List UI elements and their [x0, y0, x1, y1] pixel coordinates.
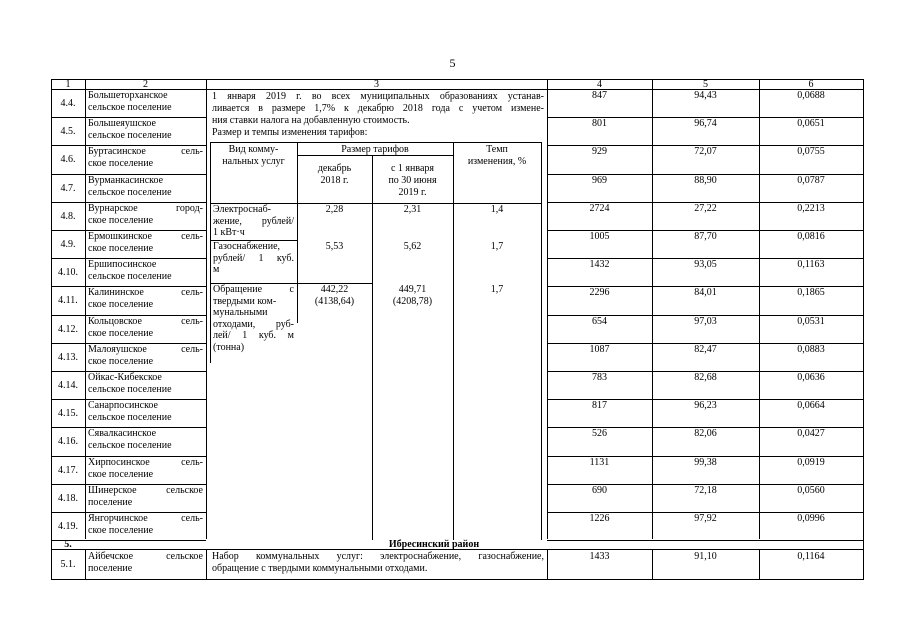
- ratio-value: 0,0664: [797, 400, 825, 411]
- share-value: 96,23: [694, 400, 717, 411]
- settlement-name: Буртасинское сель-: [88, 146, 203, 157]
- service-name: 1 кВт·ч: [213, 227, 245, 238]
- row-number: 4.9.: [60, 238, 76, 250]
- row-number: 4.5.: [60, 125, 76, 137]
- row-number: 4.16.: [58, 435, 78, 447]
- tariff-december: 442,22: [320, 284, 349, 295]
- settlement-name: Калининское сель-: [88, 287, 203, 298]
- row-number: 4.18.: [58, 492, 78, 504]
- subtable-border: [210, 142, 211, 363]
- settlement-name: сельское поселение: [88, 101, 172, 113]
- subtable-header: Вид комму-: [228, 144, 279, 155]
- share-value: 99,38: [694, 457, 717, 468]
- households-value: 1433: [589, 551, 610, 562]
- ratio-value: 0,0531: [797, 316, 825, 327]
- subtable-header: нальных услуг: [222, 156, 285, 167]
- column-number: 3: [374, 78, 379, 90]
- subtable-header: с 1 января: [390, 163, 435, 174]
- subtable-header: Размер тарифов: [341, 143, 409, 155]
- ratio-value: 0,0636: [797, 372, 825, 383]
- row-number: 4.12.: [58, 323, 78, 335]
- share-value: 72,07: [694, 146, 717, 157]
- tariff-january: 449,71: [398, 284, 427, 295]
- ratio-value: 0,0883: [797, 344, 825, 355]
- subtable-header: Темп: [486, 144, 508, 155]
- tariff-december: 5,53: [325, 241, 344, 252]
- settlement-name: поселение: [88, 496, 133, 508]
- households-value: 1005: [589, 231, 610, 242]
- ratio-value: 0,0787: [797, 175, 825, 186]
- service-name: Газоснабжение,: [213, 241, 281, 252]
- ratio-value: 0,0427: [797, 428, 825, 439]
- share-value: 84,01: [694, 287, 717, 298]
- share-value: 82,47: [694, 344, 717, 355]
- tariff-december: (4138,64): [314, 295, 355, 307]
- tariff-january: (4208,78): [392, 295, 433, 307]
- section-title: Ибресинский район: [388, 539, 480, 550]
- service-name: мунальными: [213, 307, 268, 318]
- intro-text: ния ставки налога на добавленную стоимость.: [212, 115, 410, 126]
- service-name: Обращение с: [213, 284, 294, 295]
- growth-rate: 1,7: [490, 284, 504, 295]
- row-number: 4.11.: [58, 294, 78, 306]
- settlement-name: ское поселение: [88, 242, 154, 254]
- share-value: 88,90: [694, 175, 717, 186]
- ratio-value: 0,0560: [797, 485, 825, 496]
- households-value: 1087: [589, 344, 610, 355]
- households-value: 1131: [589, 457, 610, 468]
- row-number: 4.17.: [58, 464, 78, 476]
- households-value: 929: [592, 146, 607, 157]
- column-divider: [85, 79, 86, 539]
- ratio-value: 0,1164: [797, 551, 825, 562]
- households-value: 2724: [589, 203, 610, 214]
- share-value: 72,18: [694, 485, 717, 496]
- service-name: твердыми ком-: [213, 295, 277, 307]
- settlement-name: Янгорчинское сель-: [88, 513, 203, 524]
- service-name: рублей/ 1 куб.: [213, 252, 294, 264]
- subtable-header: 2018 г.: [320, 175, 349, 186]
- subtable-header: декабрь: [317, 163, 352, 174]
- service-name: жение, рублей/: [213, 215, 294, 227]
- ratio-value: 0,2213: [797, 203, 825, 214]
- row-number: 4.7.: [60, 182, 76, 194]
- settlement-name: ское поселение: [88, 327, 154, 339]
- settlement-name: Ершипосинское: [88, 259, 157, 270]
- settlement-name: Сявалкасинское: [88, 428, 157, 439]
- settlement-name: Айбечское сельское: [88, 551, 203, 562]
- settlement-name: ское поселение: [88, 157, 154, 169]
- page-number: 5: [449, 56, 456, 70]
- subtable-header: изменения, %: [467, 156, 527, 167]
- tariff-december: 2,28: [325, 204, 344, 215]
- column-number: 1: [65, 78, 71, 90]
- share-value: 82,68: [694, 372, 717, 383]
- share-value: 97,92: [694, 513, 717, 524]
- share-value: 27,22: [694, 203, 717, 214]
- settlement-name: Вурнарское город-: [88, 203, 203, 214]
- column-divider: [85, 549, 86, 579]
- settlement-name: сельское поселение: [88, 270, 172, 282]
- table-bottom-border: [51, 579, 863, 580]
- share-value: 91,10: [694, 551, 717, 562]
- services-text: Набор коммунальных услуг: электроснабжение, газоснабжение,: [212, 551, 544, 562]
- column-number: 6: [808, 78, 814, 90]
- column-number: 4: [597, 78, 602, 90]
- settlement-name: поселение: [88, 563, 133, 574]
- share-value: 87,70: [694, 231, 717, 242]
- settlement-name: ское поселение: [88, 468, 154, 480]
- share-value: 93,05: [694, 259, 717, 270]
- intro-text: Размер и темпы изменения тарифов:: [212, 127, 368, 138]
- settlement-name: Хирпосинское сель-: [88, 457, 203, 468]
- settlement-name: сельское поселение: [88, 186, 172, 198]
- households-value: 2296: [589, 287, 610, 298]
- ratio-value: 0,0755: [797, 146, 825, 157]
- intro-text: ливается в размере 1,7% к декабрю 2018 года с учетом измене-: [212, 103, 544, 114]
- households-value: 1432: [589, 259, 610, 270]
- households-value: 847: [592, 90, 607, 101]
- ratio-value: 0,0651: [797, 118, 825, 129]
- settlement-name: Малояушское сель-: [88, 344, 203, 355]
- households-value: 969: [592, 175, 607, 186]
- service-name: м: [213, 264, 220, 275]
- subtable-border: [297, 155, 453, 156]
- settlement-name: Кольцовское сель-: [88, 316, 203, 327]
- ratio-value: 0,0816: [797, 231, 825, 242]
- subtable-header: по 30 июня: [388, 175, 437, 186]
- settlement-name: Ойкас-Кибекское: [88, 372, 162, 383]
- households-value: 783: [592, 372, 607, 383]
- subtable-border: [541, 142, 542, 540]
- subtable-header: 2019 г.: [398, 187, 427, 198]
- row-number: 4.13.: [58, 351, 78, 363]
- service-name: Электроснаб-: [213, 204, 272, 215]
- row-number: 4.10.: [58, 266, 78, 278]
- service-name: отходами, руб-: [213, 318, 294, 330]
- tariff-january: 5,62: [403, 241, 422, 252]
- settlement-name: Большеяушское: [88, 118, 156, 129]
- ratio-value: 0,1865: [797, 287, 825, 298]
- row-number: 4.15.: [58, 407, 78, 419]
- ratio-value: 0,0919: [797, 457, 825, 468]
- share-value: 94,43: [694, 90, 717, 101]
- share-value: 97,03: [694, 316, 717, 327]
- settlement-name: Ермошкинское сель-: [88, 231, 203, 242]
- subtable-border: [453, 142, 454, 540]
- growth-rate: 1,7: [490, 241, 504, 252]
- households-value: 817: [592, 400, 607, 411]
- row-number: 4.19.: [58, 520, 78, 532]
- table-side-border: [863, 79, 864, 580]
- column-divider: [206, 79, 207, 539]
- ratio-value: 0,1163: [797, 259, 825, 270]
- settlement-name: Санарпосинское: [88, 400, 158, 411]
- households-value: 1226: [589, 513, 610, 524]
- settlement-name: Вурманкасинское: [88, 175, 164, 186]
- service-name: лей/ 1 куб. м: [213, 330, 294, 341]
- settlement-name: сельское поселение: [88, 129, 172, 141]
- settlement-name: Большеторханское: [88, 90, 168, 101]
- column-divider: [206, 549, 207, 579]
- ratio-value: 0,0996: [797, 513, 825, 524]
- row-number: 5.1.: [60, 558, 76, 570]
- ratio-value: 0,0688: [797, 90, 825, 101]
- row-number: 4.14.: [58, 379, 78, 391]
- settlement-name: сельское поселение: [88, 383, 172, 395]
- settlement-name: сельское поселение: [88, 411, 172, 423]
- services-text: обращение с твердыми коммунальными отходами.: [212, 563, 428, 574]
- row-number: 4.4.: [60, 97, 76, 109]
- households-value: 690: [592, 485, 607, 496]
- settlement-name: ское поселение: [88, 524, 154, 536]
- households-value: 654: [592, 316, 607, 327]
- settlement-name: ское поселение: [88, 355, 154, 367]
- settlement-name: сельское поселение: [88, 439, 172, 451]
- column-number: 5: [703, 78, 708, 90]
- intro-text: 1 января 2019 г. во всех муниципальных образованиях устанав-: [212, 91, 544, 102]
- row-number: 4.6.: [60, 153, 76, 165]
- households-value: 801: [592, 118, 607, 129]
- households-value: 526: [592, 428, 607, 439]
- growth-rate: 1,4: [490, 204, 504, 215]
- share-value: 82,06: [694, 428, 717, 439]
- settlement-name: ское поселение: [88, 214, 154, 226]
- settlement-name: Шинерское сельское: [88, 485, 203, 496]
- row-number: 4.8.: [60, 210, 76, 222]
- share-value: 96,74: [694, 118, 717, 129]
- settlement-name: ское поселение: [88, 298, 154, 310]
- column-number: 2: [143, 78, 148, 90]
- tariff-january: 2,31: [403, 204, 422, 215]
- service-name: (тонна): [213, 341, 245, 353]
- section-number: 5.: [64, 539, 72, 550]
